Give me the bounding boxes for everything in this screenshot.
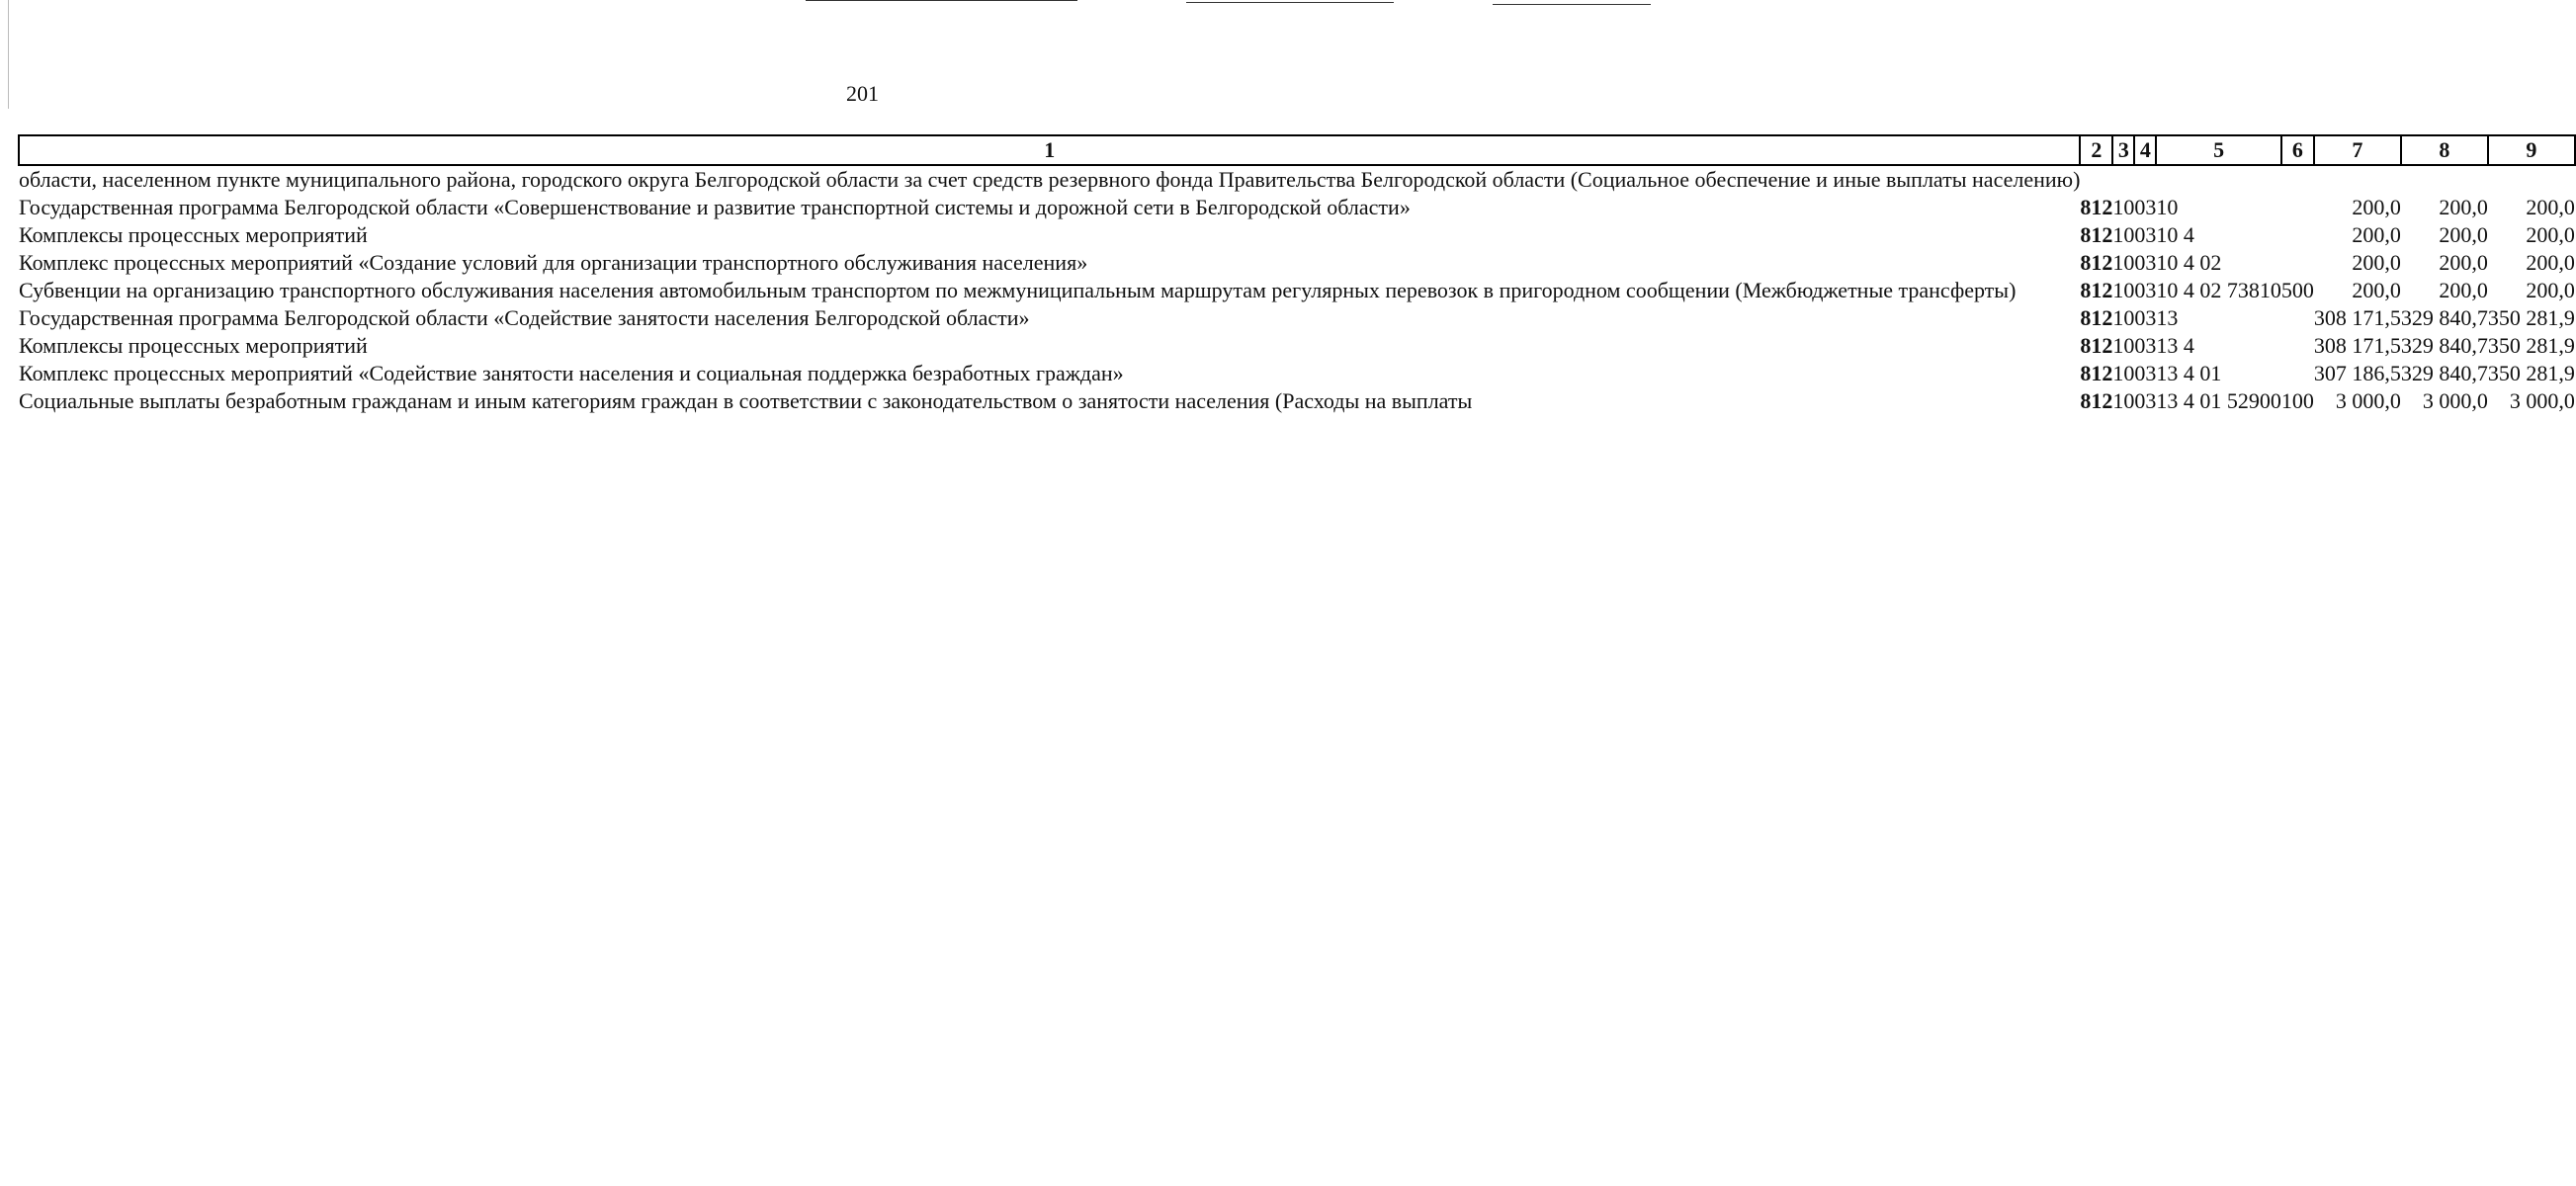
cell-amount-col7: 308 171,5 <box>2313 333 2401 358</box>
cell-amount-col8: 200,0 <box>2439 278 2488 302</box>
cell-grbs-code: 812 <box>2080 250 2113 275</box>
cell-target-article: 13 <box>2156 305 2179 330</box>
cell-amount-col7: 200,0 <box>2352 278 2401 302</box>
cell-section: 10 <box>2112 361 2135 385</box>
cell-amount-col7 <box>2314 165 2401 194</box>
cell-amount-col9: 200,0 <box>2526 250 2575 275</box>
cell-amount-col9: 200,0 <box>2526 195 2575 219</box>
row-description: Комплексы процессных мероприятий <box>19 333 368 358</box>
column-header-6: 6 <box>2281 135 2314 165</box>
cell-amount-col7: 3 000,0 <box>2335 388 2401 413</box>
cell-section: 10 <box>2112 222 2135 247</box>
cell-target-article: 13 4 01 <box>2156 361 2222 385</box>
cell-expense-type <box>2281 221 2314 249</box>
scan-artifact-line <box>1186 2 1394 3</box>
cell-subsection: 03 <box>2134 278 2157 302</box>
column-header-8: 8 <box>2401 135 2488 165</box>
cell-amount-col9: 350 281,9 <box>2487 333 2575 358</box>
cell-amount-col8: 329 840,7 <box>2400 305 2488 330</box>
cell-amount-col9: 200,0 <box>2526 222 2575 247</box>
cell-amount-col7: 200,0 <box>2352 195 2401 219</box>
cell-expense-type <box>2281 332 2314 360</box>
table-row <box>19 277 2575 304</box>
cell-amount-col8: 200,0 <box>2439 250 2488 275</box>
cell-expense-type: 100 <box>2280 388 2314 413</box>
cell-expense-type: 500 <box>2280 278 2314 302</box>
scan-artifact-line <box>1493 4 1651 5</box>
column-header-2: 2 <box>2080 135 2112 165</box>
table-row <box>19 165 2575 194</box>
table-row <box>19 249 2575 277</box>
cell-grbs-code: 812 <box>2080 333 2113 358</box>
cell-amount-col7: 200,0 <box>2352 250 2401 275</box>
cell-section: 10 <box>2112 195 2135 219</box>
cell-amount-col7: 200,0 <box>2352 222 2401 247</box>
cell-amount-col8: 200,0 <box>2439 195 2488 219</box>
cell-target-article: 10 4 <box>2156 222 2194 247</box>
row-description: Социальные выплаты безработным гражданам и иным категориям граждан в соответствии с законодательством о занятости населения (Расходы на выплаты <box>19 388 1473 413</box>
cell-amount-col9: 350 281,9 <box>2487 305 2575 330</box>
cell-amount-col7: 308 171,5 <box>2313 305 2401 330</box>
row-description: Комплекс процессных мероприятий «Создание условий для организации транспортного обслуживания населения» <box>19 250 1088 275</box>
cell-subsection <box>2134 165 2156 194</box>
table-row <box>19 360 2575 387</box>
table-row <box>19 221 2575 249</box>
cell-amount-col9: 3 000,0 <box>2509 388 2575 413</box>
cell-grbs-code: 812 <box>2080 361 2113 385</box>
column-header-5: 5 <box>2156 135 2281 165</box>
cell-section: 10 <box>2112 250 2135 275</box>
column-header-4: 4 <box>2134 135 2156 165</box>
column-header-9: 9 <box>2488 135 2575 165</box>
table-row <box>19 304 2575 332</box>
scan-artifact-line <box>806 0 1077 1</box>
budget-table <box>18 134 2576 415</box>
row-description: Субвенции на организацию транспортного обслуживания населения автомобильным транспортом по межмуниципальным маршрутам регулярных перевозок в пригородном сообщении (Межбюджетные трансферты) <box>19 278 2017 302</box>
cell-subsection: 03 <box>2134 361 2157 385</box>
cell-target-article: 13 4 01 52900 <box>2156 388 2281 413</box>
cell-amount-col8: 329 840,7 <box>2400 333 2488 358</box>
column-header-1: 1 <box>19 135 2080 165</box>
page-number: 201 <box>846 81 879 106</box>
cell-section: 10 <box>2112 388 2135 413</box>
cell-amount-col8: 200,0 <box>2439 222 2488 247</box>
cell-expense-type <box>2281 249 2314 277</box>
cell-grbs-code: 812 <box>2080 278 2113 302</box>
cell-target-article: 13 4 <box>2156 333 2194 358</box>
cell-subsection: 03 <box>2134 333 2157 358</box>
cell-amount-col8: 3 000,0 <box>2422 388 2488 413</box>
cell-expense-type <box>2281 165 2314 194</box>
cell-amount-col8: 329 840,7 <box>2400 361 2488 385</box>
cell-target-article: 10 4 02 <box>2156 250 2222 275</box>
cell-grbs-code: 812 <box>2080 305 2113 330</box>
cell-target-article: 10 <box>2156 195 2179 219</box>
column-number-header-row <box>19 135 2575 165</box>
cell-subsection: 03 <box>2134 250 2157 275</box>
cell-grbs-code: 812 <box>2080 222 2113 247</box>
table-row <box>19 387 2575 415</box>
column-header-3: 3 <box>2112 135 2134 165</box>
cell-amount-col8 <box>2401 165 2488 194</box>
cell-amount-col9: 200,0 <box>2526 278 2575 302</box>
cell-expense-type <box>2281 194 2314 221</box>
cell-subsection: 03 <box>2134 388 2157 413</box>
row-description: Комплексы процессных мероприятий <box>19 222 368 247</box>
cell-section: 10 <box>2112 278 2135 302</box>
row-description: области, населенном пункте муниципального района, городского округа Белгородской области за счет средств резервного фонда Правительства Белгородской области (Социальное обеспечение и иные выплаты населению) <box>19 167 2081 192</box>
table-row <box>19 194 2575 221</box>
cell-section <box>2112 165 2134 194</box>
cell-subsection: 03 <box>2134 222 2157 247</box>
row-description: Государственная программа Белгородской области «Совершенствование и развитие транспортной системы и дорожной сети в Белгородской области» <box>19 195 1411 219</box>
cell-expense-type <box>2281 360 2314 387</box>
cell-amount-col9: 350 281,9 <box>2487 361 2575 385</box>
row-description: Государственная программа Белгородской области «Содействие занятости населения Белгородской области» <box>19 305 1030 330</box>
row-description: Комплекс процессных мероприятий «Содействие занятости населения и социальная поддержка безработных граждан» <box>19 361 1124 385</box>
cell-subsection: 03 <box>2134 195 2157 219</box>
cell-grbs-code <box>2080 165 2112 194</box>
cell-section: 10 <box>2112 333 2135 358</box>
cell-target-article: 10 4 02 73810 <box>2156 278 2281 302</box>
cell-amount-col9 <box>2488 165 2575 194</box>
table-row <box>19 332 2575 360</box>
cell-expense-type <box>2281 304 2314 332</box>
cell-target-article <box>2156 165 2281 194</box>
cell-subsection: 03 <box>2134 305 2157 330</box>
cell-grbs-code: 812 <box>2080 388 2113 413</box>
column-header-7: 7 <box>2314 135 2401 165</box>
cell-section: 10 <box>2112 305 2135 330</box>
cell-grbs-code: 812 <box>2080 195 2113 219</box>
cell-amount-col7: 307 186,5 <box>2313 361 2401 385</box>
